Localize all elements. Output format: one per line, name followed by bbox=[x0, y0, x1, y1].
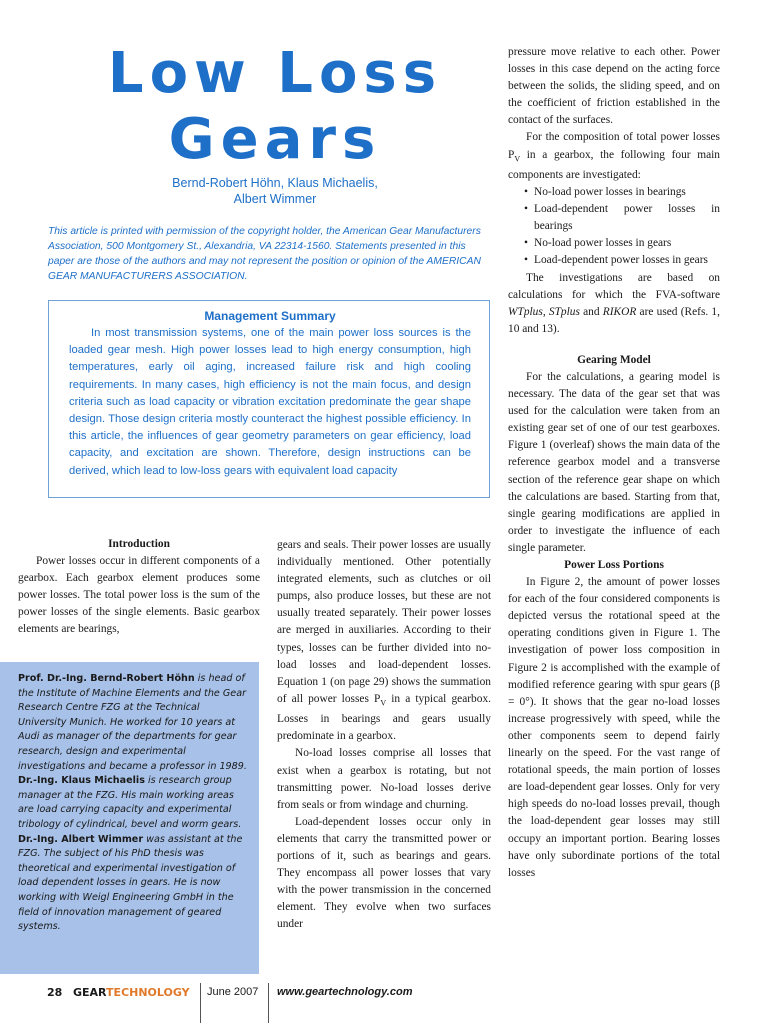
website-link[interactable]: www.geartechnology.com bbox=[277, 986, 413, 998]
col2-p1-end: in a typical gearbox. Losses in bearings and gears usually predominate in a gearbox. bbox=[277, 692, 491, 743]
list-item: • Load-dependent power losses in bearings bbox=[524, 201, 720, 235]
col2-paragraph-2: No-load losses comprise all losses that exist when a gearbox is rotating, but not transmitting power. No-load losses derive from seals or from windage and churning. bbox=[277, 747, 491, 811]
separator: , bbox=[542, 305, 549, 318]
introduction-column bbox=[18, 536, 260, 639]
footer-divider bbox=[268, 983, 269, 1023]
list-item: • No-load power losses in bearings bbox=[524, 184, 720, 201]
bio-text: is research group manager at the FZG. His main working areas are load carrying capacity and experimental tribology of cylindrical, bevel and worm gears. bbox=[18, 775, 242, 830]
col3-p2-subscript: V bbox=[514, 153, 521, 163]
logo-technology: TECHNOLOGY bbox=[106, 986, 190, 999]
col2-p1-text: gears and seals. Their power losses are usually individually mentioned. Other potentially integrated elements, such as clutches or oil pumps, also produce losses, but these are not usually treated separately. Their power losses are merged in auxiliaries. According to their types, losses can be further divided into no-load losses and load-dependent losses. Equation 1 (on page 29) shows the summation of all power losses P bbox=[277, 539, 491, 705]
col3-p3-text: The investigations are based on calculations for which the FVA-software bbox=[508, 271, 720, 301]
bio-name: Dr.-Ing. Klaus Michaelis bbox=[18, 775, 145, 787]
col3-paragraph-2 bbox=[508, 129, 720, 184]
management-summary-box bbox=[48, 300, 490, 498]
gearing-model-heading: Gearing Model bbox=[577, 353, 651, 366]
col2-paragraph-3: Load-dependent losses occur only in elements that carry the transmitted power or portions of it, such as bearings and gears. They encompass all power losses that vary with the power transmission in the concerned element. They evolve when two surfaces under bbox=[277, 815, 491, 931]
bio-name: Dr.-Ing. Albert Wimmer bbox=[18, 833, 144, 845]
introduction-heading: Introduction bbox=[108, 538, 170, 550]
page-number: 28 bbox=[47, 986, 63, 999]
power-loss-portions-heading: Power Loss Portions bbox=[564, 559, 664, 571]
issue-date: June 2007 bbox=[207, 986, 259, 998]
list-item: • Load-dependent power losses in gears bbox=[524, 252, 720, 269]
authors bbox=[60, 175, 490, 207]
software-wtplus: WTplus bbox=[508, 305, 543, 318]
col2-paragraph-1 bbox=[277, 537, 491, 745]
magazine-logo bbox=[73, 986, 190, 999]
bio-name: Prof. Dr.-Ing. Bernd-Robert Höhn bbox=[18, 673, 195, 684]
col3-paragraph-3 bbox=[508, 270, 720, 338]
col3-p3-end: are used (Refs. 1, 10 and 13). bbox=[508, 305, 720, 335]
bio-text: is head of the Institute of Machine Elements and the Gear Research Centre FZG at the Technical University Munich. He worked for 10 years at Audi as manager of the departments for gear research, design and experimental investigations and became a professor in 1989. bbox=[18, 673, 247, 772]
body-column-3 bbox=[508, 44, 720, 882]
author-bios-box bbox=[0, 662, 259, 974]
management-summary-heading: Management Summary bbox=[204, 309, 336, 323]
software-stplus: STplus bbox=[548, 305, 580, 318]
list-item: • No-load power losses in gears bbox=[524, 235, 720, 252]
permission-notice: This article is printed with permission of the copyright holder, the American Gear Manufacturers Association, 500 Montgomery St., Alexandria, VA 22314-1560. Statements presented in this paper are those of the authors and may not represent the position or opinion of the AMERICAN GEAR MANUFACTURERS ASSOCIATION. bbox=[48, 226, 481, 282]
software-rikor: RIKOR bbox=[602, 305, 637, 318]
article-title-line2: Gears bbox=[168, 107, 382, 172]
bio-hoehn bbox=[18, 672, 251, 774]
authors-line1: Bernd-Robert Höhn, Klaus Michaelis, bbox=[172, 176, 378, 190]
bio-wimmer bbox=[18, 833, 251, 935]
gearing-model-text: For the calculations, a gearing model is necessary. The data of the gear set that was used for the calculation were taken from an existing gear set of one of our test gearboxes. Figure 1 (overleaf) shows the main data of the reference gearbox model and a transverse section of the reference gear shape on which the calculations are based. Starting from that, single gearing modifications are applied in order to investigate the influence of each single parameter. bbox=[508, 370, 720, 554]
authors-line2: Albert Wimmer bbox=[233, 192, 317, 206]
footer-divider bbox=[200, 983, 201, 1023]
col3-paragraph-1: pressure move relative to each other. Power losses in this case depend on the acting force between the solids, the sliding speed, and on the coefficient of friction established in the contact of the surfaces. bbox=[508, 46, 720, 127]
bio-michaelis bbox=[18, 774, 251, 832]
article-title-line1: Low Loss bbox=[107, 41, 443, 106]
logo-gear: GEAR bbox=[73, 986, 107, 999]
col3-p2-end: in a gearbox, the following four main components are investigated: bbox=[508, 148, 720, 181]
separator: and bbox=[579, 305, 603, 318]
introduction-text: Power losses occur in different components of a gearbox. Each gearbox element produces some power losses. The total power loss is the sum of the power losses of the single elements. Basic gearbox elements are bearings, bbox=[18, 555, 260, 636]
management-summary-text: In most transmission systems, one of the main power loss sources is the loaded gear mesh. High power losses lead to high energy consumption, high temperatures, early oil aging, increased failure risk and high cooling requirements. In many cases, high efficiency is not the main focus, and design criteria such as load capacity or vibration excitation predominate the gear shape design. Those design criteria mostly counteract the highest possible efficiency. In this article, the influences of gear geometry parameters on gear efficiency, load capacity, and excitation are shown. Therefore, design instructions can be derived, which lead to low-loss gears with equivalent load capacity bbox=[69, 327, 471, 477]
bio-text: was assistant at the FZG. The subject of his PhD thesis was theoretical and experimental investigation of load dependent losses in gears. He is now working with Weigl Engineering GmbH in the field of innovation management of geared systems. bbox=[18, 833, 243, 933]
loss-components-list bbox=[508, 184, 720, 269]
body-column-2 bbox=[277, 537, 491, 933]
power-loss-portions-text: In Figure 2, the amount of power losses for each of the four considered components is depicted versus the rotational speed at the operating conditions given in Figure 1. The investigation of power loss composition in Figure 2 is accomplished with the example of modified reference gearing with spur gears (β = 0°). It shows that the gear no-load losses increase progressively with speed, while the other components seem to depend fairly linearly on the speed. For the vast range of rotational speeds, the main portion of losses are load-dependent gear losses. Only for very high speeds do no-load losses prevail, though the load-dependent gear losses may still occupy an important portion. Bearing losses have only subordinate portions of the total losses bbox=[508, 576, 720, 879]
col2-p1-subscript: V bbox=[380, 698, 387, 708]
col3-p2-text: For the composition of total power losses P bbox=[508, 131, 720, 161]
